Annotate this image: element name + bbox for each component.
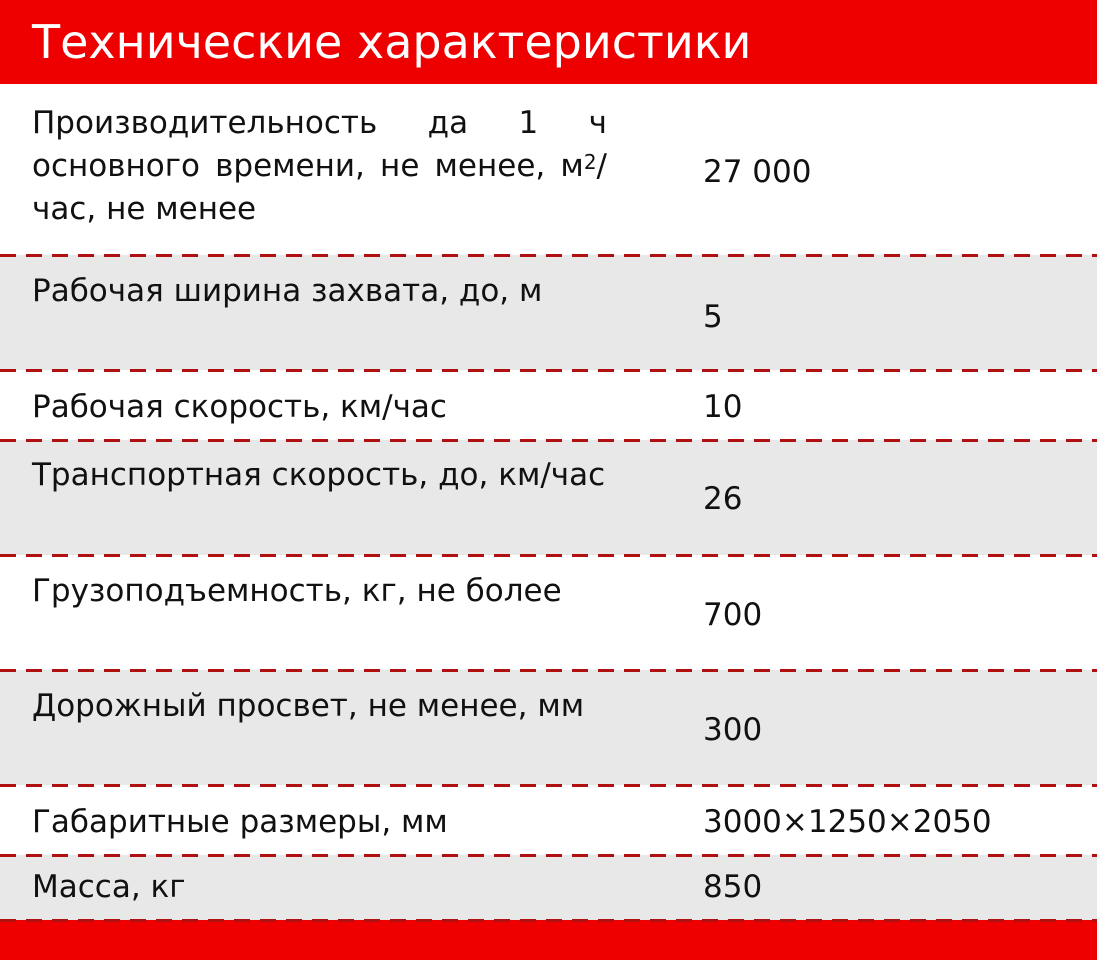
spec-value: 27 000 — [703, 154, 812, 190]
table-row — [0, 255, 1097, 370]
page-title: Технические характеристики — [32, 15, 752, 69]
table-row — [0, 440, 1097, 555]
row-divider — [0, 854, 1097, 857]
spec-value: 3000×1250×2050 — [703, 804, 992, 840]
spec-label: Грузоподъемность, кг, не более — [32, 573, 562, 609]
spec-value: 10 — [703, 389, 743, 425]
table-row — [0, 785, 1097, 855]
table-row — [0, 370, 1097, 440]
spec-value: 26 — [703, 481, 743, 517]
spec-label: Транспортная скорость, до, км/час — [32, 457, 606, 493]
row-divider — [0, 669, 1097, 672]
spec-label: Масса, кг — [32, 869, 186, 905]
spec-label: Габаритные размеры, мм — [32, 804, 448, 840]
row-divider — [0, 369, 1097, 372]
spec-label: Рабочая скорость, км/час — [32, 389, 447, 425]
table-row — [0, 84, 1097, 255]
row-divider — [0, 439, 1097, 442]
row-divider — [0, 254, 1097, 257]
row-divider — [0, 554, 1097, 557]
spec-value: 850 — [703, 869, 763, 905]
table-row — [0, 555, 1097, 670]
spec-label: Производительность да 1 ч основного времени, не менее, $м^2$/час, не менее — [32, 105, 607, 227]
spec-value: 700 — [703, 597, 763, 633]
row-divider — [0, 784, 1097, 787]
spec-value: 300 — [703, 712, 763, 748]
spec-label: Дорожный просвет, не менее, мм — [32, 688, 585, 724]
spec-label: Рабочая ширина захвата, до, м — [32, 273, 543, 309]
spec-value: 5 — [703, 299, 723, 335]
footer-bar — [0, 920, 1097, 960]
title-bar — [0, 0, 1097, 84]
table-row — [0, 855, 1097, 920]
table-row — [0, 670, 1097, 785]
row-divider — [0, 919, 1097, 922]
